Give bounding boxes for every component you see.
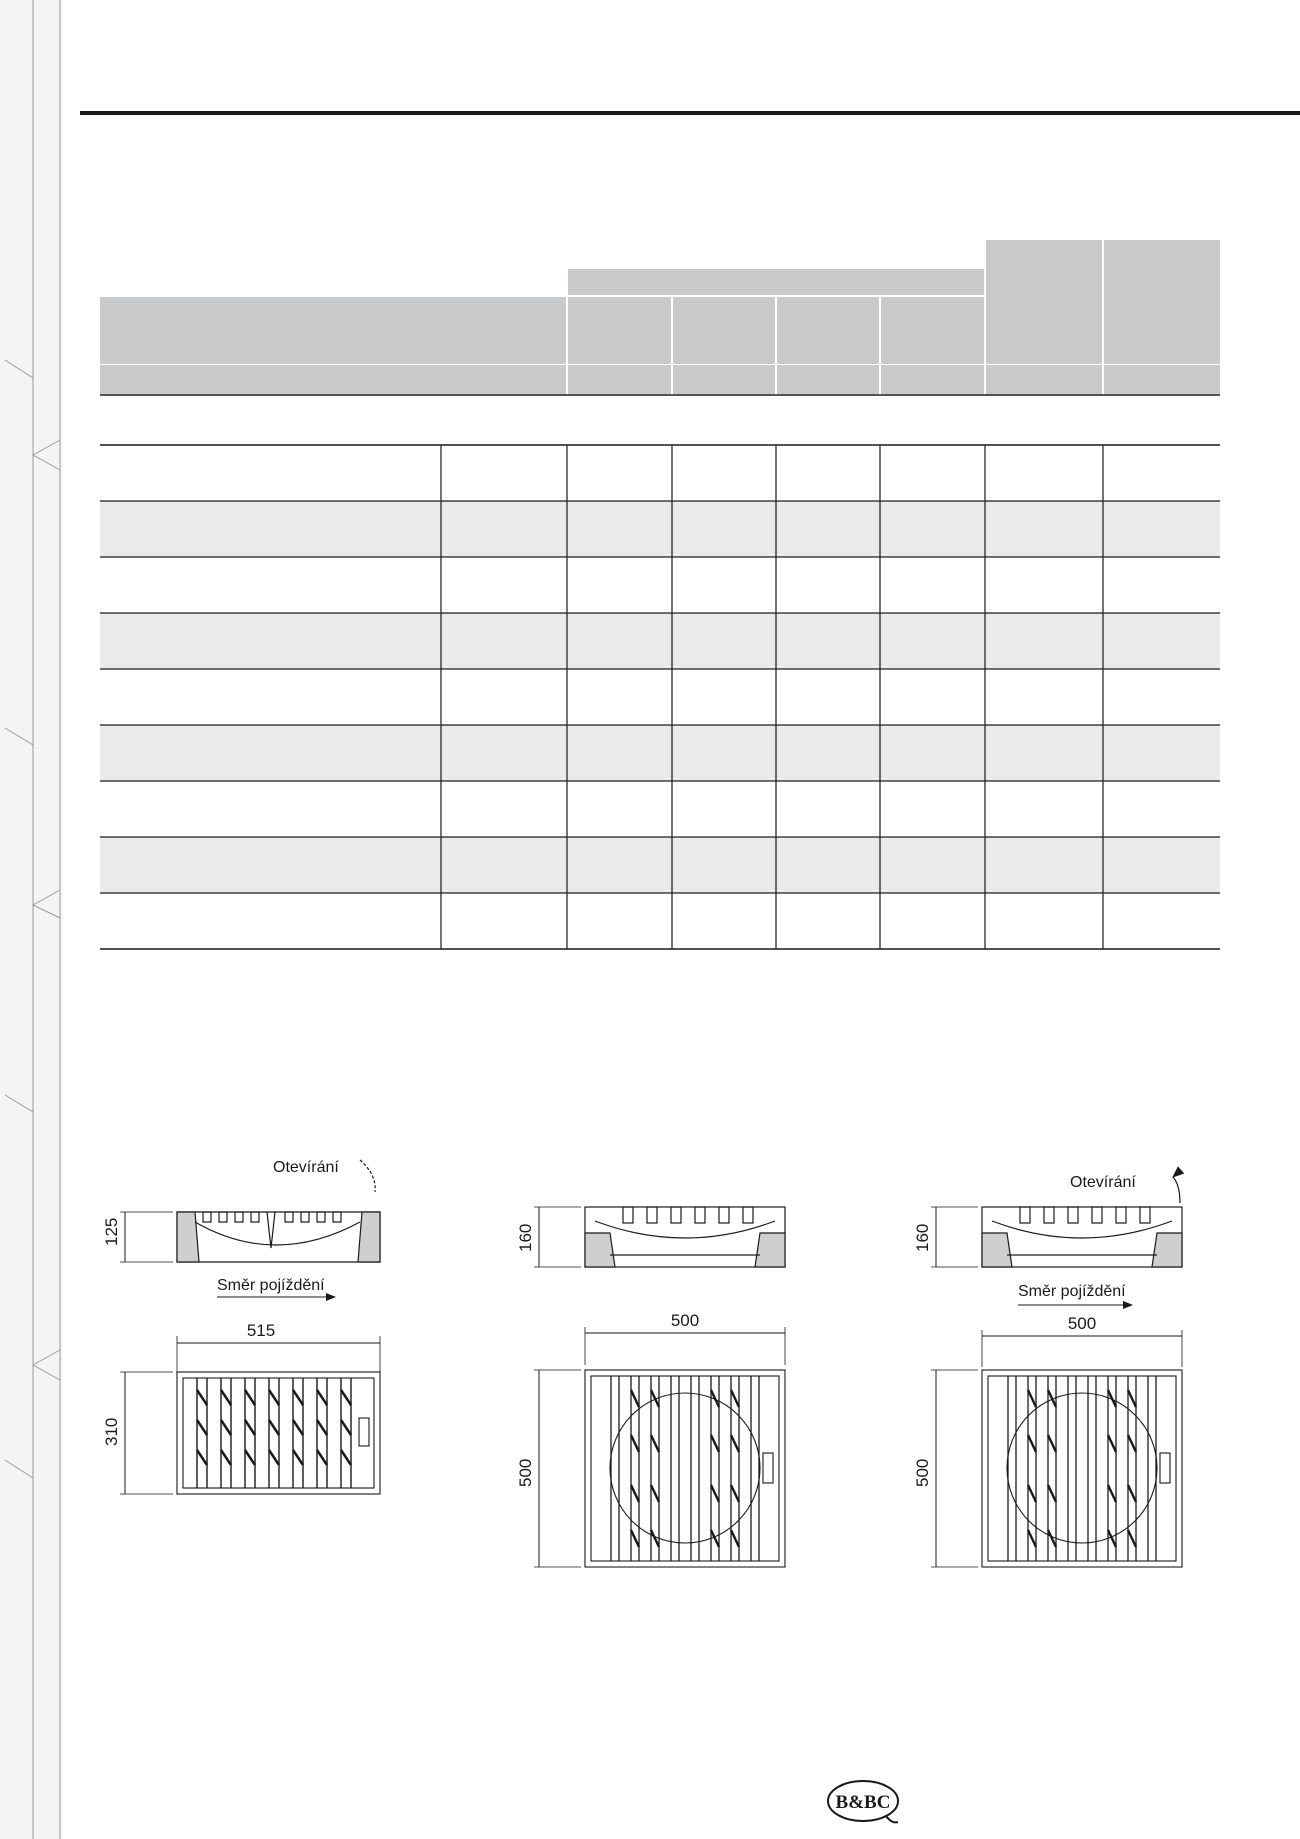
width-dim: 500 — [670, 1311, 700, 1330]
side-view — [585, 1207, 785, 1267]
direction-label: Směr pojíždění — [217, 1277, 325, 1294]
side-view — [982, 1207, 1182, 1267]
header-rule — [80, 111, 1300, 115]
drawing-grate-500-a — [515, 1195, 805, 1595]
drawing-grate-500-b — [910, 1145, 1200, 1595]
top-view — [585, 1370, 785, 1567]
table-units-row — [100, 365, 1220, 394]
depth-dim: 310 — [102, 1417, 121, 1446]
side-tab-strip — [0, 0, 62, 1839]
company-logo — [826, 1778, 900, 1828]
side-height-dim: 160 — [913, 1223, 932, 1252]
side-height-dim: 125 — [102, 1217, 121, 1246]
drawing-grate-515 — [95, 1150, 415, 1510]
opening-label: Otevírání — [1070, 1174, 1136, 1191]
top-view — [982, 1370, 1182, 1567]
side-view — [177, 1212, 380, 1262]
depth-dim: 500 — [516, 1458, 535, 1487]
table-header-group — [567, 269, 984, 295]
width-dim: 515 — [246, 1321, 276, 1340]
direction-label: Směr pojíždění — [1018, 1283, 1126, 1300]
side-height-dim: 160 — [516, 1223, 535, 1252]
opening-label: Otevírání — [273, 1159, 339, 1176]
table-header-main — [100, 297, 567, 364]
table-body — [100, 445, 1220, 949]
width-dim: 500 — [1067, 1314, 1097, 1333]
table-header-col-a — [986, 240, 1103, 364]
logo-text: B&BC — [835, 1792, 891, 1813]
table-header-col-b — [1104, 240, 1220, 364]
depth-dim: 500 — [913, 1458, 932, 1487]
spec-table — [100, 240, 1220, 950]
top-view — [177, 1372, 380, 1494]
